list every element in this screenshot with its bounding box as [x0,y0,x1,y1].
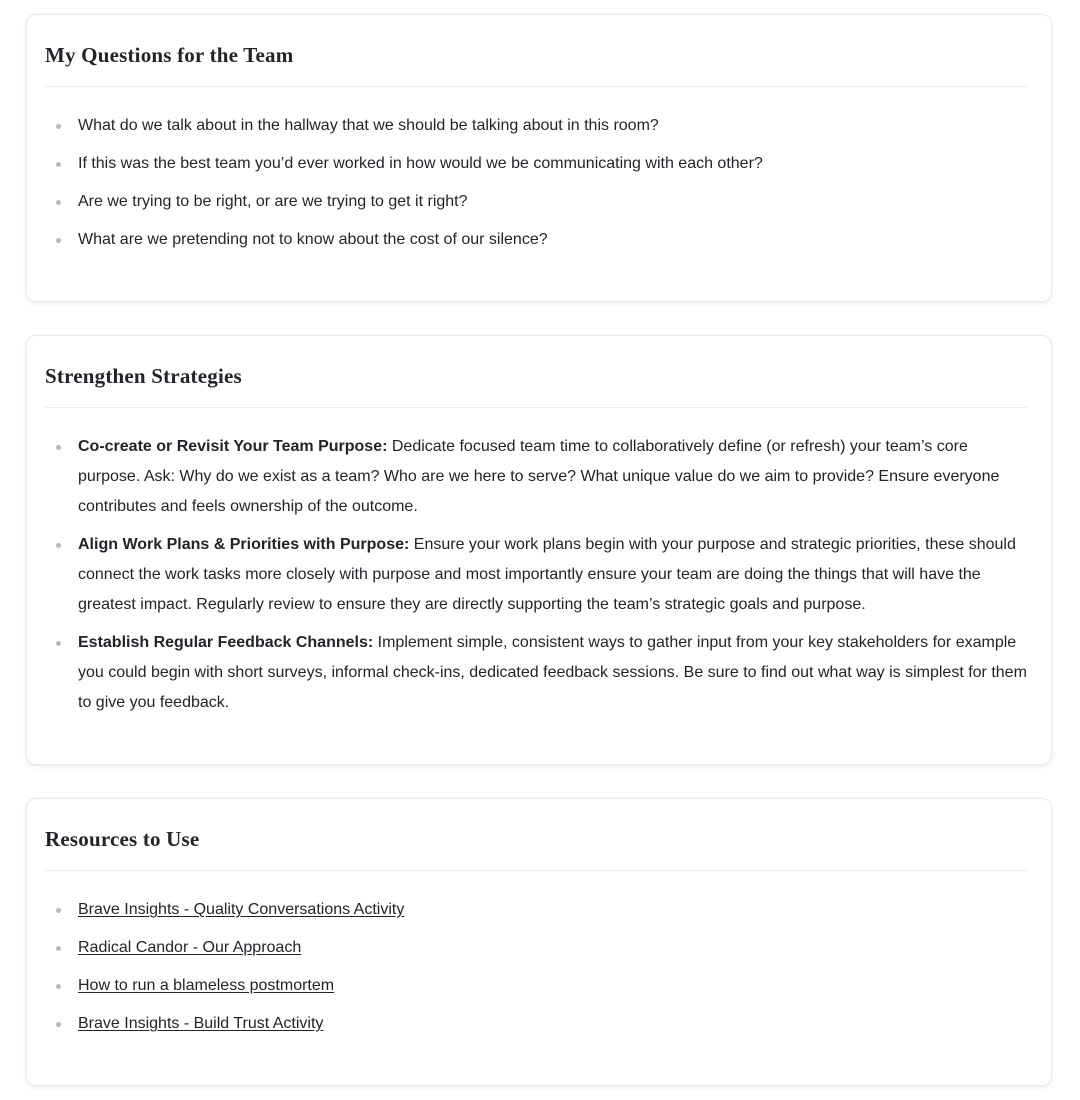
bullet-icon [56,238,61,243]
strategy-item [45,432,1027,522]
question-item [45,111,1027,141]
divider [45,407,1027,408]
bullet-icon [56,641,61,646]
bullet-icon [56,162,61,167]
strategies-list [45,432,1027,718]
question-item [45,149,1027,179]
strategy-label: Establish Regular Feedback Channels: [78,634,374,651]
resources-list [45,895,1027,1039]
card-strategies [26,335,1052,765]
bullet-icon [56,543,61,548]
card-questions [26,14,1052,302]
strategy-text: Ensure your work plans begin with your purpose and strategic priorities, these should connect the work tasks more closely with purpose and most importantly ensure your team are doing the things that will have the greatest impact. Regularly review to ensure they are directly supporting the team’s strategic goals and purpose. [78,536,1016,613]
questions-list [45,111,1027,255]
strategy-item [45,628,1027,718]
bullet-icon [56,946,61,951]
resource-item [45,895,1027,925]
resource-link[interactable]: How to run a blameless postmortem [78,977,335,994]
card-resources [26,798,1052,1086]
divider [45,86,1027,87]
resource-link[interactable]: Radical Candor - Our Approach [78,939,302,956]
bullet-icon [56,984,61,989]
resource-item [45,1009,1027,1039]
question-item [45,187,1027,217]
bullet-icon [56,200,61,205]
strategy-item [45,530,1027,620]
question-text: What are we pretending not to know about the cost of our silence? [78,231,548,248]
resource-item [45,971,1027,1001]
strategy-text: Implement simple, consistent ways to gather input from your key stakeholders for example you could begin with short surveys, informal check-ins, dedicated feedback sessions. Be sure to find out what way is simplest for them to give you feedback. [78,634,1027,711]
bullet-icon [56,908,61,913]
question-text: Are we trying to be right, or are we trying to get it right? [78,193,468,210]
question-text: If this was the best team you’d ever worked in how would we be communicating with each other? [78,155,763,172]
strategy-text: Dedicate focused team time to collaboratively define (or refresh) your team’s core purpose. Ask: Why do we exist as a team? Who are we here to serve? What unique value do we aim to provide? Ensure everyone contributes and feels ownership of the outcome. [78,438,1000,515]
strategy-label: Co-create or Revisit Your Team Purpose: [78,438,388,455]
resource-item [45,933,1027,963]
question-text: What do we talk about in the hallway that we should be talking about in this room? [78,117,659,134]
bullet-icon [56,445,61,450]
card-questions-title: My Questions for the Team [45,43,294,67]
bullet-icon [56,124,61,129]
bullet-icon [56,1022,61,1027]
divider [45,870,1027,871]
card-resources-title: Resources to Use [45,827,200,851]
resource-link[interactable]: Brave Insights - Build Trust Activity [78,1015,324,1032]
card-strategies-title: Strengthen Strategies [45,364,242,388]
question-item [45,225,1027,255]
resource-link[interactable]: Brave Insights - Quality Conversations Activity [78,901,405,918]
strategy-label: Align Work Plans & Priorities with Purpose: [78,536,410,553]
